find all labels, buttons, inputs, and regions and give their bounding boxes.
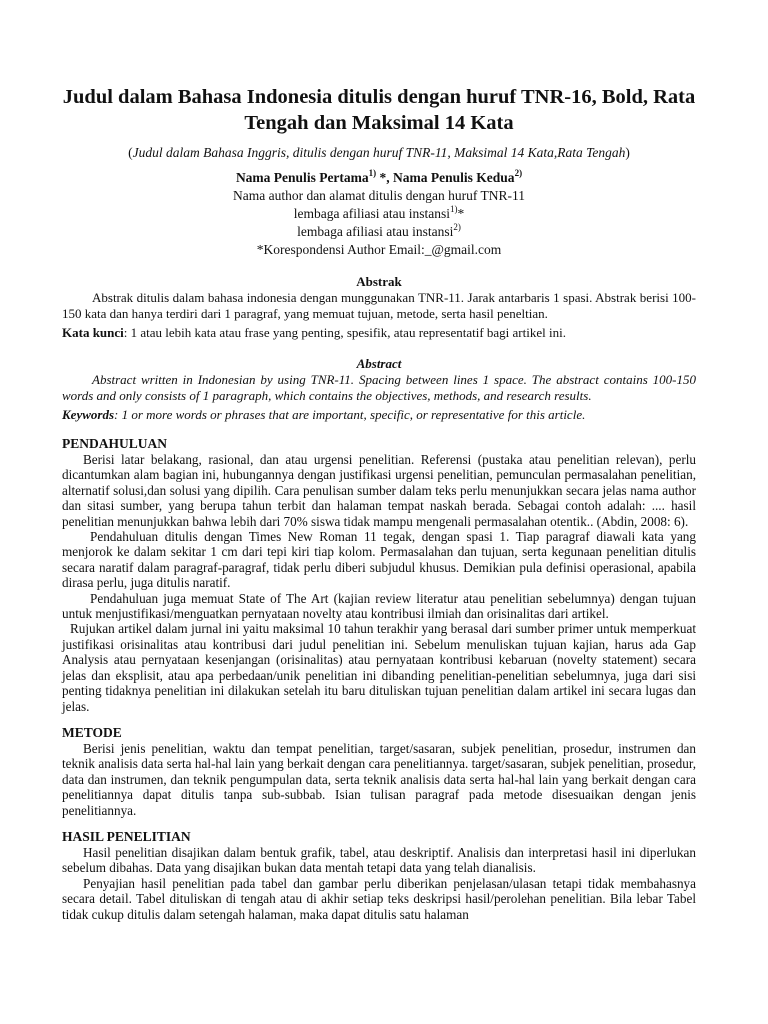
affiliation-1 <box>62 205 696 223</box>
kata-kunci-label: Kata kunci <box>62 325 124 340</box>
second-author-name: Nama Penulis Kedua <box>393 170 515 185</box>
affiliation-2 <box>62 223 696 241</box>
pendahuluan-paragraph: Pendahuluan juga memuat State of The Art (kajian review literatur atau penelitian sebelumnya) dengan tujuan untuk menjustifikasi/menguatkan pernyataan novelty atau kontribusi ilmiah dan orisinalitas dari artikel. <box>62 590 696 622</box>
author-note: Nama author dan alamat ditulis dengan huruf TNR-11 <box>232 188 526 203</box>
keywords-text: : 1 or more words or phrases that are important, specific, or representative for this article. <box>114 407 586 422</box>
affiliation-2-text: lembaga afiliasi atau instansi <box>297 224 454 239</box>
abstract-heading: Abstract <box>356 356 402 371</box>
keywords-line <box>62 407 696 423</box>
metode-paragraph: Berisi jenis penelitian, waktu dan tempat penelitian, target/sasaran, subjek penelitian, prosedur, instrumen dan teknik analisis data serta hal-hal lain yang berkait dengan cara penelitiannya. target/sasaran, subjek penelitian, prosedur, data dan instrumen, dan teknik pengumpulan data, serta teknik analisis data serta hal-hal lain yang berkait dengan cara penelitiannya dapat ditulis tanpa sub-subbab. Isian tulisan paragraf pada metode disesuaikan dengan jenis penelitiannya. <box>62 740 696 818</box>
subtitle-open-paren: ( <box>128 145 133 160</box>
second-author-sup: 2) <box>514 168 523 178</box>
kata-kunci-line <box>62 325 696 341</box>
subtitle-close-paren: ) <box>625 145 630 160</box>
pendahuluan-paragraph: Berisi latar belakang, rasional, dan atau urgensi penelitian. Referensi (pustaka atau penelitian relevan), perlu dicantumkan alam bagian ini, hubungannya dengan justifikasi urgensi penelitian, pemunculan permasalahan penelitian, alternatif solusi,dan solusi yang dipilih. Cara penulisan sumber dalam teks perlu menunjukkan secara jelas nama author dan sitasi sumber, yang berupa tahun terbit dan halaman tempat naskah berada. Sebagai contoh adalah: .... hasil penelitian menunjukkan bahwa lebih dari 70% siswa tidak mampu mengenali permasalahan otentik.. (Abdin, 2008: 6). <box>62 452 696 529</box>
pendahuluan-paragraph: Pendahuluan ditulis dengan Times New Roman 11 tegak, dengan spasi 1. Tiap paragraf diawali kata yang menjorok ke dalam sekitar 1 cm dari tepi kiri tiap kolom. Permasalahan dan tujuan, serta kegunaan penelitian ditulis secara naratif dalam paragraf-paragraf, tidak perlu diberi subjudul khusus. Demikian pula definisi operasional, apabila dirasa perlu, juga ditulis naratif. <box>62 529 696 591</box>
paper-title: Judul dalam Bahasa Indonesia ditulis dengan huruf TNR-16, Bold, Rata Tengah dan Maksimal 14 Kata <box>62 86 696 134</box>
first-author-name: Nama Penulis Pertama <box>235 170 369 185</box>
affiliation-1-text: lembaga afiliasi atau instansi <box>293 206 451 221</box>
author-names <box>62 168 696 187</box>
affiliation-1-sup: 1) <box>450 204 458 214</box>
affiliation-2-sup: 2) <box>453 222 461 232</box>
kata-kunci-text: : 1 atau lebih kata atau frase yang penting, spesifik, atau representatif bagi artikel ini. <box>123 325 566 340</box>
hasil-paragraph: Penyajian hasil penelitian pada tabel dan gambar perlu diberikan penjelasan/ulasan tetapi tidak membahasnya secara detail. Tabel dituliskan di tengah atau di akhir setiap teks deskripsi hasil/perolehan penelitian. Bila lebar Tabel tidak cukup ditulis dalam setengah halaman, maka dapat ditulis satu halaman <box>62 875 696 922</box>
first-author-sup: 1) <box>368 168 377 178</box>
hasil-heading: HASIL PENELITIAN <box>62 828 191 844</box>
affiliation-1-star: * <box>457 206 465 221</box>
metode-heading: METODE <box>62 724 122 740</box>
pendahuluan-heading: PENDAHULUAN <box>62 436 168 451</box>
abstrak-text: Abstrak ditulis dalam bahasa indonesia dengan munggunakan TNR-11. Jarak antarbaris 1 spasi. Abstrak berisi 100-150 kata dan hanya terdiri dari 1 paragraf, yang memuat tujuan, metode, serta hasil peneltian. <box>62 290 696 321</box>
abstrak-heading: Abstrak <box>356 274 402 289</box>
correspondence-email: *Korespondensi Author Email:_@gmail.com <box>256 242 502 257</box>
author-separator: *, <box>376 170 394 185</box>
keywords-label: Keywords <box>62 407 114 422</box>
paper-content <box>62 84 696 922</box>
abstract-text: Abstract written in Indonesian by using TNR-11. Spacing between lines 1 space. The abstract contains 100-150 words and only consists of 1 paragraph, which contains the objectives, methods, and research results. <box>62 372 696 403</box>
subtitle-english-title: Judul dalam Bahasa Inggris, ditulis dengan huruf TNR-11, Maksimal 14 Kata,Rata Tengah <box>132 145 626 160</box>
hasil-paragraph: Hasil penelitian disajikan dalam bentuk grafik, tabel, atau deskriptif. Analisis dan interpretasi hasil ini diperlukan sebelum dibahas. Data yang disajikan bukan data mentah tetapi data yang telah dianalisis. <box>62 844 696 876</box>
paper-subtitle <box>62 144 696 162</box>
pendahuluan-paragraph: Rujukan artikel dalam jurnal ini yaitu maksimal 10 tahun terakhir yang berasal dari sumber primer untuk memperkuat justifikasi orisinalitas atau kontribusi dari judul penelitian ini. Sebelum menuliskan tujuan kajian, harus ada Gap Analysis atau pernyataan kesenjangan (orisinalitas) atau pernyataan kontribusi kebaruan (novelty statement) secara jelas dan eksplisit, atau apa perbedaan/unik penelitian ini dibanding penelitian-penelitian sebelumnya, juga dari sisi penting tidaknya penelitian ini dilakukan setelah itu baru dituliskan tujuan penelitian dalam artikel ini secara lugas dan jelas. <box>62 621 696 714</box>
